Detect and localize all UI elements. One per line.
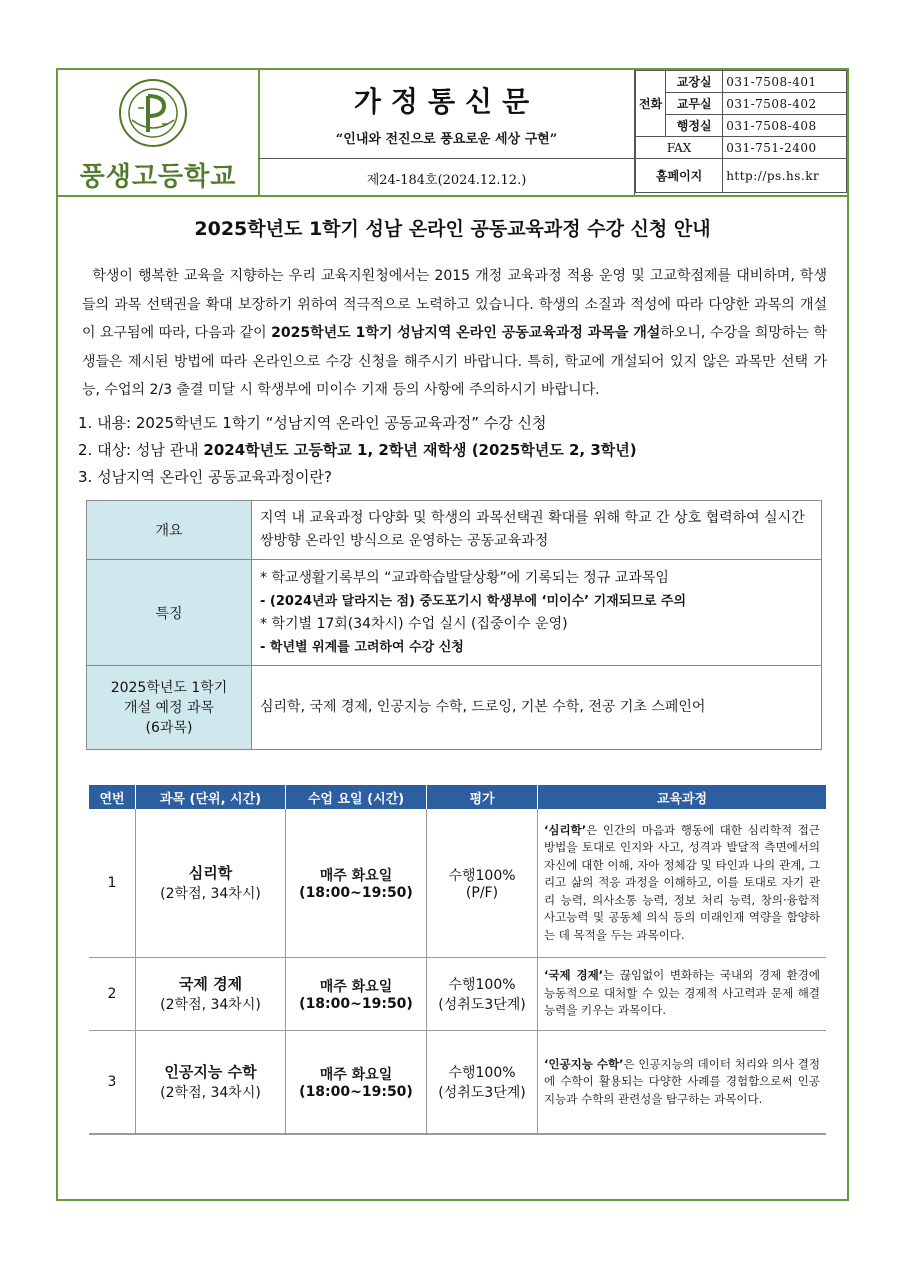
features-label: 특징	[87, 560, 252, 666]
col-header: 과목 (단위, 시간)	[136, 785, 286, 809]
eval-cell	[427, 809, 538, 957]
feature-item: * 학기별 17회(34차시) 수업 실시 (집중이수 운영)	[260, 615, 568, 632]
school-seal-icon	[118, 78, 188, 148]
desc-text: 은 인공지능의 데이터 처리와 의사 결정에 수학이 활용되는 다양한 사례를 경험함으로써 인공지능과 수학의 관련성을 탐구하는 과목이다.	[544, 1056, 820, 1106]
desc-text: 는 끊임없이 변화하는 국내외 경제 환경에 능동적으로 대처할 수 있는 경제적 사고력과 문제 해결 능력을 키우는 과목이다.	[544, 968, 820, 1018]
overview-label: 개요	[87, 501, 252, 560]
list-item: 1. 내용: 2025학년도 1학기 “성남지역 온라인 공동교육과정” 수강 신청	[78, 414, 547, 432]
info-list	[78, 410, 838, 491]
eval-grade: (성취도3단계)	[438, 996, 526, 1013]
planned-label-line: (6과목)	[145, 719, 193, 736]
desc-subject: ‘국제 경제’	[544, 968, 604, 983]
target-label: 2. 대상: 성남 관내	[78, 441, 204, 459]
features-cell	[252, 560, 822, 666]
feature-item: - 학년별 위계를 고려하여 수강 신청	[260, 639, 464, 655]
subject-cell	[136, 809, 286, 957]
contact-table	[635, 70, 847, 195]
intro-text-a: 학생이 행복한 교육을 지향하는 우리 교육지원청에서는 2015 개정 교육과정 적용 운영 및 고교학점제를 대비하며, 학생들의 과목 선택권을 확대 보장하기 위하여 적극적으로 노력하고 있습니다. 학생의 소질과 적성에 따라 다양한 과목의 개설이 요구됨에 따라, 다음과 같이	[82, 268, 828, 341]
schedule-time: (18:00~19:50)	[299, 995, 413, 1012]
row-number: 3	[89, 1030, 136, 1134]
row-number: 2	[89, 957, 136, 1030]
eval-method: 수행100%	[448, 1064, 516, 1081]
school-name: 풍생고등학교	[79, 162, 237, 192]
table-row	[89, 809, 826, 957]
program-info-table	[86, 500, 822, 750]
planned-label	[87, 666, 252, 750]
fax-label: FAX	[636, 137, 723, 159]
eval-cell	[427, 957, 538, 1030]
curriculum-desc	[538, 957, 827, 1030]
schedule-cell	[286, 1030, 427, 1134]
homepage-link[interactable]: http://ps.hs.kr	[723, 159, 847, 193]
homepage-label: 홈페이지	[636, 159, 723, 193]
feature-item: - (2024년과 달라지는 점) 중도포기시 학생부에 ‘미이수’ 기재되므로 주의	[260, 593, 687, 609]
title-cell	[259, 70, 635, 159]
contact-label: 행정실	[666, 115, 723, 137]
contact-label: 교장실	[666, 71, 723, 93]
fax-number: 031-751-2400	[723, 137, 847, 159]
issue-cell	[259, 159, 635, 195]
overview-text: 지역 내 교육과정 다양화 및 학생의 과목선택권 확대를 위해 학교 간 상호 협력하여 실시간 쌍방향 온라인 방식으로 운영하는 공동교육과정	[252, 501, 822, 560]
subject-credit: (2학점, 34차시)	[160, 886, 261, 903]
schedule-cell	[286, 809, 427, 957]
subject-credit: (2학점, 34차시)	[160, 997, 261, 1013]
subject-name: 국제 경제	[178, 975, 243, 993]
subject-cell	[136, 957, 286, 1030]
target-bold: 2024학년도 고등학교 1, 2학년 재학생 (2025학년도 2, 3학년)	[203, 441, 637, 459]
eval-cell	[427, 1030, 538, 1134]
contact-number: 031-7508-408	[723, 115, 847, 137]
school-motto: “인내와 전진으로 풍요로운 세상 구현”	[335, 132, 558, 147]
desc-text: 은 인간의 마음과 행동에 대한 심리학적 접근 방법을 토대로 인지와 사고, 성격과 발달적 측면에서의 자신에 대한 이해, 자아 정체감 및 타인과 나의 관계, 그리고 삶의 적응 과정을 이해하고, 이를 토대로 자기 관리 능력, 의사소통 능력, 정보 처리 능력, 창의·융합적 사고능력 및 공동체 의식 등의 미래인재 역량을 함양하는 데 목적을 두는 과목이다.	[544, 822, 820, 942]
curriculum-desc	[538, 1030, 827, 1134]
subject-cell	[136, 1030, 286, 1134]
phone-label: 전화	[636, 71, 666, 137]
document-title: 2025학년도 1학기 성남 온라인 공동교육과정 수강 신청 안내	[194, 218, 711, 240]
table-row	[89, 957, 826, 1030]
subject-name: 심리학	[188, 864, 233, 883]
header-divider	[58, 195, 847, 197]
newsletter-title: 가정통신문	[353, 85, 540, 118]
planned-courses: 심리학, 국제 경제, 인공지능 수학, 드로잉, 기본 수학, 전공 기초 스페인어	[252, 666, 822, 750]
contact-number: 031-7508-402	[723, 93, 847, 115]
issue-number: 제24-184호(2024.12.12.)	[366, 173, 527, 188]
intro-text-b: 하오니, 수강을 희망하는 학생들은 제시된 방법에 따라 온라인으로 수강 신청을 해주시기 바랍니다. 특히, 학교에 개설되어 있지 않은 과목만 선택 가능, 수업의 2/3 출결 미달 시 학생부에 미이수 기재 등의 사항에 주의하시기 바랍니다.	[82, 325, 827, 398]
eval-method: 수행100%	[448, 976, 516, 993]
list-item	[78, 437, 838, 464]
curriculum-desc	[538, 809, 827, 957]
planned-label-line: 2025학년도 1학기	[110, 679, 228, 696]
contact-number: 031-7508-401	[723, 71, 847, 93]
intro-text-bold: 2025학년도 1학기 성남지역 온라인 공동교육과정 과목을 개설	[271, 325, 661, 341]
desc-subject: ‘심리학’	[544, 822, 587, 837]
schedule-day: 매주 화요일	[319, 978, 393, 995]
letterhead	[58, 70, 847, 196]
subject-name: 인공지능 수학	[164, 1063, 257, 1082]
intro-paragraph	[82, 262, 827, 405]
course-table	[89, 785, 826, 1135]
row-number: 1	[89, 809, 136, 957]
contact-label: 교무실	[666, 93, 723, 115]
col-header: 교육과정	[538, 785, 827, 809]
col-header: 평가	[427, 785, 538, 809]
list-item: 3. 성남지역 온라인 공동교육과정이란?	[78, 468, 332, 486]
document-frame	[56, 68, 849, 1201]
eval-method: 수행100%	[448, 867, 516, 884]
schedule-time: (18:00~19:50)	[299, 1083, 413, 1100]
eval-grade: (성취도3단계)	[438, 1084, 526, 1101]
table-row	[89, 1030, 826, 1134]
col-header: 수업 요일 (시간)	[286, 785, 427, 809]
school-logo-cell	[58, 70, 260, 195]
schedule-cell	[286, 957, 427, 1030]
feature-item: * 학교생활기록부의 “교과학습발달상황”에 기록되는 정규 교과목임	[260, 569, 669, 586]
desc-subject: ‘인공지능 수학’	[544, 1056, 624, 1071]
schedule-time: (18:00~19:50)	[299, 884, 413, 901]
schedule-day: 매주 화요일	[319, 1066, 393, 1083]
planned-label-line: 개설 예정 과목	[123, 699, 215, 716]
eval-grade: (P/F)	[465, 884, 499, 901]
schedule-day: 매주 화요일	[319, 867, 393, 884]
subject-credit: (2학점, 34차시)	[160, 1085, 261, 1102]
col-header: 연번	[89, 785, 136, 809]
